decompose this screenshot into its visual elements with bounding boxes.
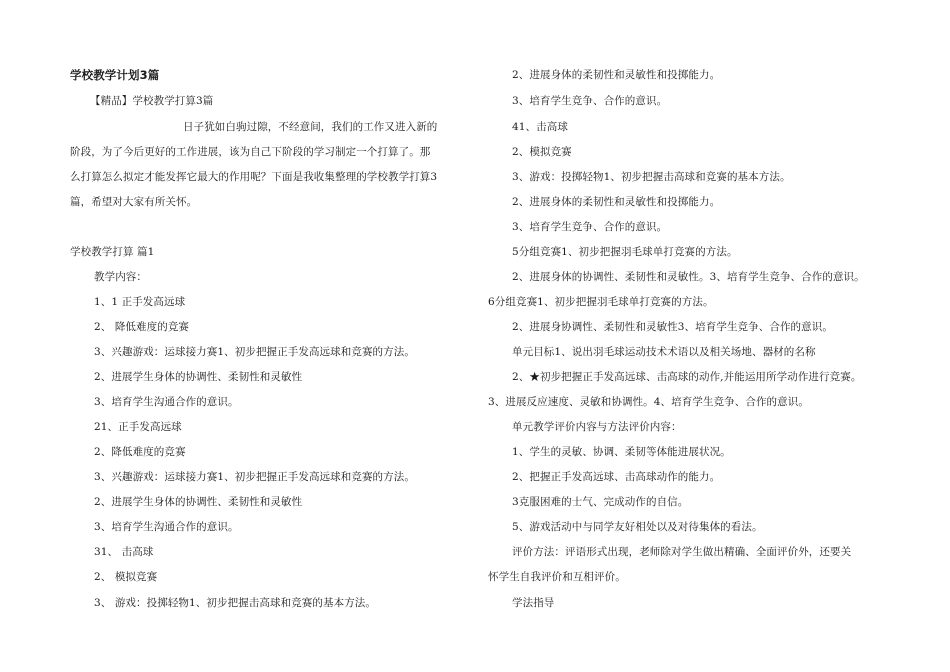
text-line: 3、兴趣游戏：运球接力赛1、初步把握正手发高远球和竞赛的方法。 <box>94 346 415 358</box>
text-line: 2、降低难度的竞赛 <box>94 446 186 458</box>
text-line: 评价方法：评语形式出现，老师除对学生做出精确、全面评价外，还要关 <box>512 546 852 558</box>
text-line: 教学内容： <box>94 271 147 283</box>
text-line: 1、学生的灵敏、协调、柔韧等体能进展状况。 <box>512 446 731 458</box>
text-line: 3、 游戏：投掷轻物1、初步把握击高球和竞赛的基本方法。 <box>94 597 376 609</box>
text-line: 2、进展学生身体的协调性、柔韧性和灵敏性 <box>94 371 303 383</box>
text-line: 2、★初步把握正手发高远球、击高球的动作,并能运用所学动作进行竞赛。 <box>512 371 862 383</box>
text-line: 41、击高球 <box>512 121 568 133</box>
text-line: 阶段，为了今后更好的工作进展，该为自己下阶段的学习制定一个打算了。那 <box>70 146 431 158</box>
text-line: 3、培育学生沟通合作的意识。 <box>94 521 239 533</box>
text-line: 3、游戏：投掷轻物1、初步把握击高球和竞赛的基本方法。 <box>512 171 791 183</box>
text-line: 1、1 正手发高远球 <box>94 296 186 308</box>
text-line: 2、进展身体的协调性、柔韧性和灵敏性。3、培育学生竞争、合作的意识。 <box>512 271 865 283</box>
text-line: 2、把握正手发高远球、击高球动作的能力。 <box>512 471 721 483</box>
text-line: 2、进展身协调性、柔韧性和灵敏性3、培育学生竞争、合作的意识。 <box>512 321 833 333</box>
text-line: 日子犹如白驹过隙，不经意间，我们的工作又进入新的 <box>183 121 438 133</box>
text-line: 2、进展身体的柔韧性和灵敏性和投掷能力。 <box>512 69 721 81</box>
text-line: 单元教学评价内容与方法评价内容： <box>512 421 682 433</box>
text-line: 单元目标1、说出羽毛球运动技术术语以及相关场地、器材的名称 <box>512 346 816 358</box>
text-line: 怀学生自我评价和互相评价。 <box>488 571 626 583</box>
text-line: 么打算怎么拟定才能发挥它最大的作用呢？下面是我收集整理的学校教学打算3 <box>70 171 438 183</box>
text-line: 2、 模拟竞赛 <box>94 571 158 583</box>
text-line: 3克服困难的士气、完成动作的自信。 <box>512 496 689 508</box>
text-line: 2、进展身体的柔韧性和灵敏性和投掷能力。 <box>512 196 721 208</box>
text-line: 2、进展学生身体的协调性、柔韧性和灵敏性 <box>94 496 303 508</box>
text-line: 【精品】学校教学打算3篇 <box>90 95 214 107</box>
text-line: 31、 击高球 <box>94 546 154 558</box>
text-line: 3、培育学生竞争、合作的意识。 <box>512 221 668 233</box>
document-title: 学校教学计划3篇 <box>70 68 160 82</box>
text-line: 篇，希望对大家有所关怀。 <box>70 196 198 208</box>
text-line: 3、进展反应速度、灵敏和协调性。4、培育学生竞争、合作的意识。 <box>488 396 809 408</box>
text-line: 21、正手发高远球 <box>94 421 182 433</box>
text-line: 2、 降低难度的竞赛 <box>94 321 190 333</box>
text-line: 3、培育学生沟通合作的意识。 <box>94 396 239 408</box>
text-line: 6分组竞赛1、初步把握羽毛球单打竞赛的方法。 <box>488 296 714 308</box>
text-line: 3、兴趣游戏：运球接力赛1、初步把握正手发高远球和竞赛的方法。 <box>94 471 415 483</box>
text-line: 学法指导 <box>512 597 555 609</box>
text-line: 2、模拟竞赛 <box>512 146 572 158</box>
text-line: 3、培育学生竞争、合作的意识。 <box>512 95 668 107</box>
text-line: 5分组竞赛1、初步把握羽毛球单打竞赛的方法。 <box>512 246 738 258</box>
text-line: 5、游戏活动中与同学友好相处以及对待集体的看法。 <box>512 521 763 533</box>
text-line: 学校教学打算 篇1 <box>70 246 155 258</box>
